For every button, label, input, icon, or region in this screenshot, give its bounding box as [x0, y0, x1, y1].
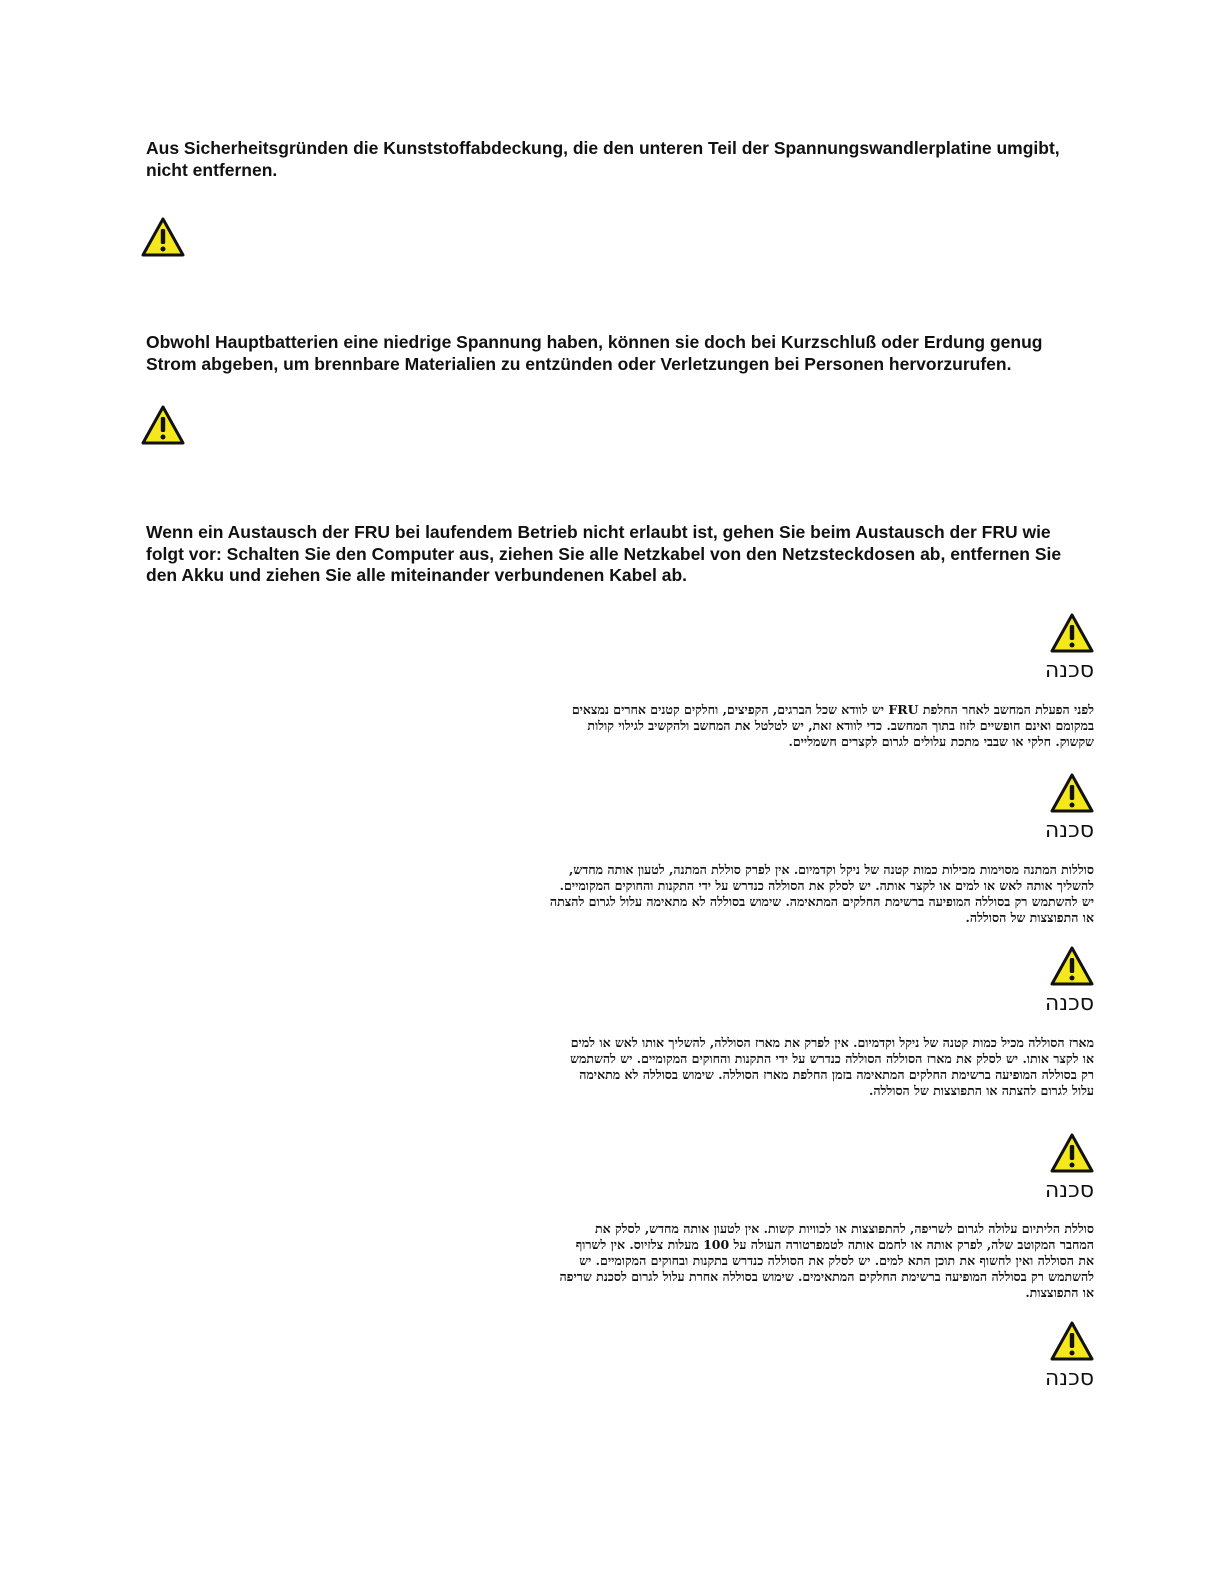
- warning-triangle-icon: [140, 404, 186, 446]
- warning-triangle-icon: [1049, 945, 1095, 987]
- german-warning-paragraph-1: Aus Sicherheitsgründen die Kunststoffabdeckung, die den unteren Teil der Spannungswandlerplatine umgibt, nicht entfernen.: [146, 138, 1060, 180]
- hebrew-warning-paragraph-2: סוללות המתנה מסוימות מכילות כמות קטנה של ניקל וקדמיום. אין לפרק סוללת המתנה, לטעון אותה מחדש, להשליך אותה לאש או למים או לקצר אותה. יש לסלק את הסוללה כנדרש על ידי התקנות והחוקים המקומיים. יש להשתמש רק בסוללה המופיעה ברשימת החלקים המתאימה. שימוש בסוללה לא מתאימה עלול לגרום להצתה או התפוצצות של הסוללה.: [549, 862, 1094, 925]
- hebrew-warning-paragraph-4: סוללת הליתיום עלולה לגרום לשריפה, להתפוצצות או לכוויות קשות. אין לטעון אותה מחדש, לסלק את המחבר המקוטב שלה, לפרק אותה או לחמם אותה לטמפרטורה העולה על 100 מעלות צלזיוס. אין לשרוף את הסוללה ואין לחשוף את תוכן התא למים. יש לסלק את הסוללה כנדרש בתקנות ובחוקים המקומיים. יש להשתמש רק בסוללה המופיעה ברשימת החלקים המתאימים. שימוש בסוללה אחרת עלול לגרום לסכנת שריפה או התפוצצות.: [559, 1221, 1094, 1300]
- warning-triangle-icon: [1049, 772, 1095, 814]
- danger-label: סכנה: [1044, 1178, 1094, 1203]
- danger-label: סכנה: [1044, 991, 1094, 1016]
- danger-label: סכנה: [1044, 658, 1094, 683]
- warning-triangle-icon: [1049, 1320, 1095, 1362]
- warning-triangle-icon: [1049, 1132, 1095, 1174]
- danger-label: סכנה: [1044, 818, 1094, 843]
- hebrew-warning-paragraph-1: לפני הפעלת המחשב לאחר החלפת FRU יש לוודא שכל הברגים, הקפיצים, וחלקים קטנים אחרים נמצאים במקומם ואינם חופשיים לזוז בתוך המחשב. כדי לוודא זאת, יש לטלטל את המחשב ולהקשיב לגילוי קולות שקשוק. חלקי או שבבי מתכת עלולים לגרום לקצרים חשמליים.: [571, 702, 1094, 749]
- danger-label: סכנה: [1044, 1366, 1094, 1391]
- warning-triangle-icon: [140, 216, 186, 258]
- german-warning-paragraph-2: Obwohl Hauptbatterien eine niedrige Spannung haben, können sie doch bei Kurzschluß oder Erdung genug Strom abgeben, um brennbare Materialien zu entzünden oder Verletzungen bei Personen hervorzurufen.: [146, 332, 1043, 374]
- warning-triangle-icon: [1049, 612, 1095, 654]
- hebrew-warning-paragraph-3: מארז הסוללה מכיל כמות קטנה של ניקל וקדמיום. אין לפרק את מארז הסוללה, להשליך אותו לאש או למים או לקצר אותו. יש לסלק את מארז הסוללה הסוללה כנדרש על ידי התקנות והחוקים המקומיים. יש להשתמש רק בסוללה המופיעה ברשימת החלקים המתאימה בזמן החלפת מארז הסוללה. שימוש בסוללה לא מתאימה עלול לגרום להצתה או התפוצצות של הסוללה.: [570, 1035, 1094, 1098]
- german-warning-paragraph-3: Wenn ein Austausch der FRU bei laufendem Betrieb nicht erlaubt ist, gehen Sie beim Austausch der FRU wie folgt vor: Schalten Sie den Computer aus, ziehen Sie alle Netzkabel von den Netzsteckdosen ab, entfernen Sie den Akku und ziehen Sie alle miteinander verbundenen Kabel ab.: [146, 522, 1062, 585]
